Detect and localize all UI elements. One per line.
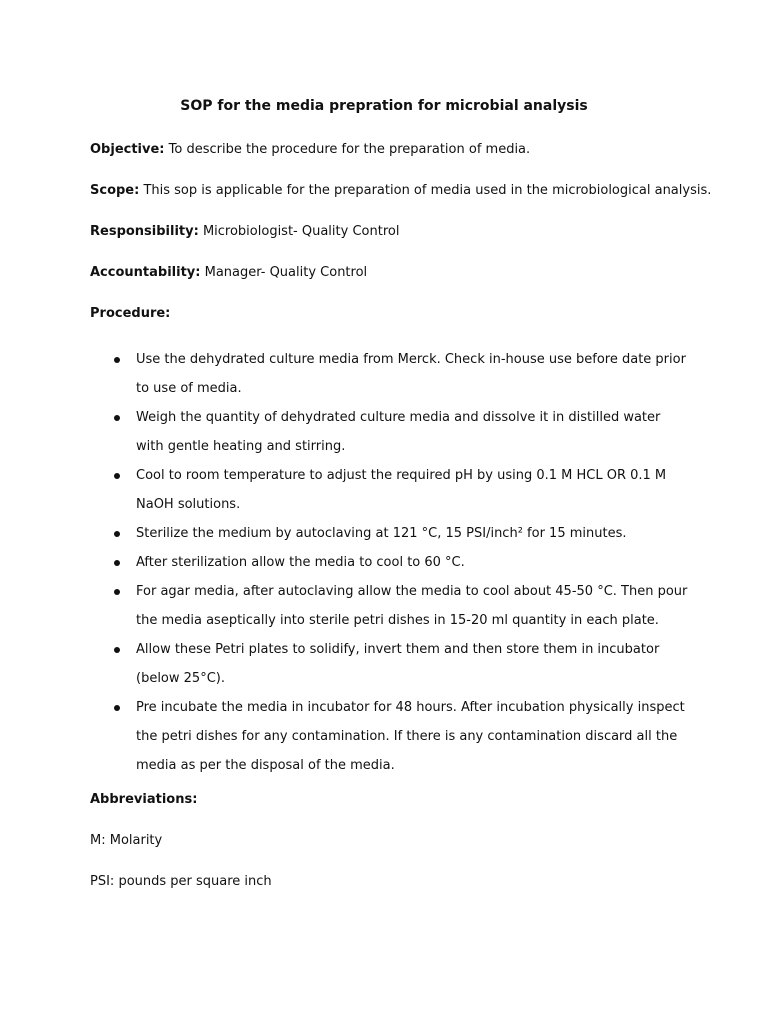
list-item (90, 345, 690, 403)
objective-text: To describe the procedure for the preparation of media. (164, 142, 531, 157)
accountability-line (90, 263, 710, 283)
objective-label: Objective: (90, 142, 165, 157)
list-item-text: Weigh the quantity of dehydrated culture media and dissolve it in distilled water with gentle heating and stirring. (136, 410, 661, 454)
responsibility-text: Microbiologist- Quality Control (198, 224, 400, 239)
scope-label: Scope: (90, 183, 140, 198)
list-item (90, 635, 690, 693)
bullet-icon (114, 531, 120, 537)
list-item (90, 519, 690, 548)
bullet-icon (114, 357, 120, 363)
list-item (90, 693, 690, 780)
procedure-label: Procedure: (90, 306, 171, 321)
responsibility-label: Responsibility: (90, 224, 199, 239)
accountability-label: Accountability: (90, 265, 201, 280)
abbreviations-label: Abbreviations: (90, 792, 198, 807)
list-item-text: For agar media, after autoclaving allow the media to cool about 45-50 °C. Then pour the media aseptically into sterile petri dishes in 15-20 ml quantity in each plate. (136, 584, 688, 628)
scope-line (90, 181, 710, 201)
list-item-text: Allow these Petri plates to solidify, invert them and then store them in incubator (below 25°C). (136, 642, 660, 686)
list-item-text: After sterilization allow the media to cool to 60 °C. (136, 555, 465, 570)
list-item (90, 548, 690, 577)
abbreviations-heading (90, 790, 197, 810)
procedure-list (90, 345, 690, 780)
accountability-text: Manager- Quality Control (200, 265, 368, 280)
list-item-text: Cool to room temperature to adjust the required pH by using 0.1 M HCL OR 0.1 M NaOH solutions. (136, 468, 667, 512)
responsibility-line (90, 222, 710, 242)
bullet-icon (114, 560, 120, 566)
list-item-text: Use the dehydrated culture media from Merck. Check in-house use before date prior to use of media. (136, 352, 686, 396)
list-item-text: Sterilize the medium by autoclaving at 121 °C, 15 PSI/inch² for 15 minutes. (136, 526, 627, 541)
procedure-heading (90, 304, 710, 324)
list-item (90, 403, 690, 461)
bullet-icon (114, 705, 120, 711)
bullet-icon (114, 473, 120, 479)
list-item (90, 461, 690, 519)
scope-text: This sop is applicable for the preparation of media used in the microbiological analysis. (139, 183, 712, 198)
list-item (90, 577, 690, 635)
objective-line (90, 140, 710, 160)
bullet-icon (114, 589, 120, 595)
list-item-text: Pre incubate the media in incubator for 48 hours. After incubation physically inspect the petri dishes for any contamination. If there is any contamination discard all the media as per the disposal of the media. (136, 700, 685, 773)
abbreviation-item: PSI: pounds per square inch (90, 874, 272, 889)
bullet-icon (114, 647, 120, 653)
abbreviation-item: M: Molarity (90, 833, 163, 848)
bullet-icon (114, 415, 120, 421)
page-title: SOP for the media prepration for microbial analysis (180, 98, 588, 114)
